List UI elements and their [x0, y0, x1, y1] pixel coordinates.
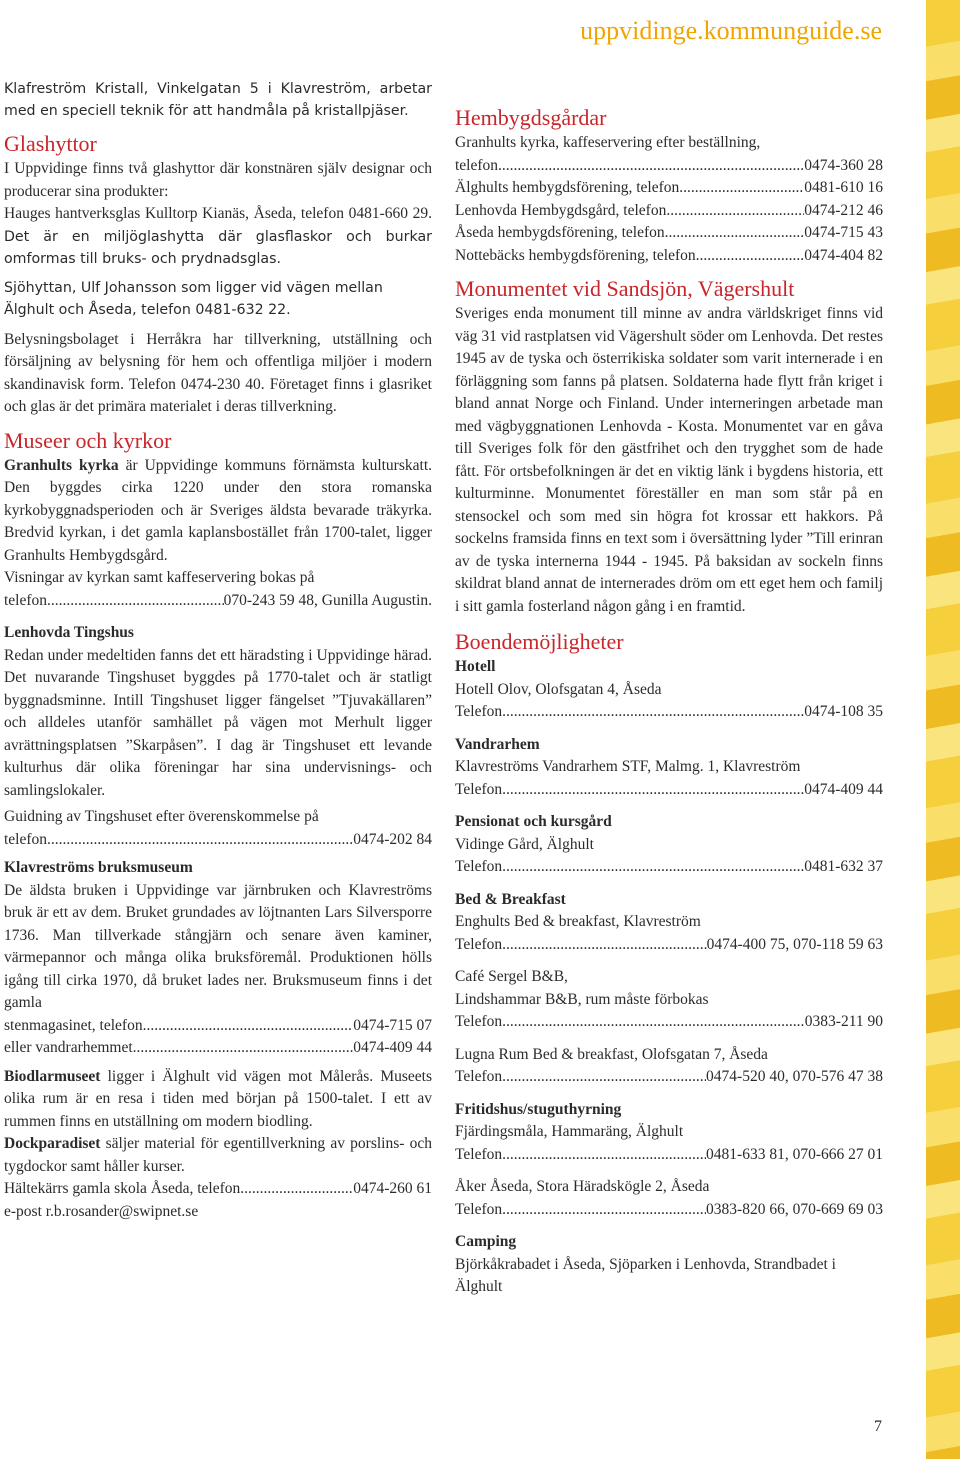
row-label: Telefon — [455, 935, 503, 953]
boende-entry — [455, 1176, 883, 1221]
row-value: 0474-400 75, 070-118 59 63 — [706, 935, 883, 953]
row-label: Lenhovda Hembygdsgård, telefon — [455, 201, 667, 219]
boende-entry — [455, 734, 883, 802]
hembygd-row — [455, 177, 883, 200]
row-label: telefon — [4, 830, 48, 848]
boende-entry — [455, 1044, 883, 1089]
row-value: 0474-212 46 — [804, 201, 883, 219]
tingshus-title: Lenhovda Tingshus — [4, 624, 134, 641]
biodlar-paragraph — [4, 1066, 432, 1134]
hauges-text: Hauges hantverksglas Kulltorp Kianäs, Åseda, telefon 0481-660 29. — [4, 205, 432, 222]
visningar-phone-row — [4, 590, 432, 613]
row-value: 0481-632 37 — [804, 858, 883, 875]
intro-paragraph: Klafreström Kristall, Vinkelgatan 5 i Klavreström, arbetar med en speciell teknik för att handmåla på kristallpjäser. — [4, 81, 432, 119]
row-label: Telefon — [455, 1013, 503, 1030]
boende-entry — [455, 1231, 883, 1299]
right-column — [455, 104, 883, 1309]
row-value: 0474-404 82 — [804, 246, 883, 264]
entry-line: Fjärdingsmåla, Hammaräng, Älghult — [455, 1123, 684, 1140]
dock-text: säljer material för egentillverkning av porslins- och tygdockor samt håller kurser. — [4, 1135, 432, 1175]
row-label: Åseda hembygdsförening, telefon. — [455, 224, 669, 241]
heading-boende: Boendemöjligheter — [455, 629, 624, 654]
row-value: 0474-715 43 — [804, 224, 883, 241]
leader-dots — [498, 155, 804, 178]
row-value: 0474-409 44 — [353, 1039, 432, 1056]
leader-dots — [502, 856, 804, 879]
row-value: 0474-202 84 — [353, 830, 432, 848]
leader-dots — [502, 779, 804, 802]
row-value: 0481-633 81, 070-666 27 01 — [706, 1145, 883, 1163]
leader-dots — [502, 1199, 706, 1222]
leader-dots — [133, 1037, 354, 1060]
visningar-text: Visningar av kyrkan samt kaffeservering bokas på — [4, 569, 315, 586]
entry-phone-row — [455, 779, 883, 802]
leader-dots — [700, 245, 805, 268]
row-label: Telefon — [455, 1068, 503, 1085]
entry-phone-row — [455, 1066, 883, 1089]
row-value: 0474-108 35 — [804, 703, 883, 720]
boende-entry — [455, 656, 883, 724]
bruksmuseum-title: Klavreströms bruksmuseum — [4, 859, 193, 876]
entry-line: Enghults Bed & breakfast, Klavreström — [455, 913, 701, 930]
email-text: e-post r.b.rosander@swipnet.se — [4, 1202, 199, 1220]
tingshus-phone-row — [4, 829, 432, 852]
bruksmuseum-text: De äldsta bruken i Uppvidinge var järnbruken och Klavreströms bruk är ett av dem. Bruket grundades av löjtnanten Lars Silversporre 1736. Man tillverkade stångjärn och senare även kaminer, värmepannor och många olika bruksföremål. Produktionen hölls igång till cirka 1970, då bruket lades ner. Bruksmuseum finns i det gamla — [4, 881, 432, 1011]
glashyttor-intro: I Uppvidinge finns två glashyttor där konstnären själv designar och producerar sina produkter: — [4, 160, 432, 200]
entry-phone-row — [455, 1144, 883, 1167]
entry-line: Åker Åseda, Stora Häradsköglе 2, Åseda — [455, 1178, 710, 1195]
boende-entry — [455, 1099, 883, 1167]
entry-subheading: Bed & Breakfast — [455, 890, 566, 908]
row-value: 0383-211 90 — [804, 1013, 883, 1030]
guidning-text: Guidning av Tingshuset efter överenskommelse på — [4, 808, 319, 825]
site-url: uppvidinge.kommunguide.se — [580, 16, 882, 45]
hauges-paragraph — [4, 203, 432, 271]
hembygd-row — [455, 155, 883, 178]
row-value: 0383-820 66, 070-669 69 03 — [706, 1200, 883, 1218]
entry-subheading: Pensionat och kursgård — [455, 813, 612, 830]
leader-dots — [502, 701, 804, 724]
entry-subheading: Fritidshus/stuguthyrning — [455, 1100, 622, 1118]
row-label: Telefon — [455, 780, 503, 798]
hembygd-line: Granhults kyrka, kaffeservering efter beställning, — [455, 134, 761, 151]
row-label: Telefon — [455, 1145, 503, 1163]
row-label: telefon — [4, 591, 48, 609]
heading-museer: Museer och kyrkor — [4, 427, 172, 453]
row-value: 0481-610 16 — [804, 179, 883, 196]
row-value: 0474-715 07 — [353, 1016, 432, 1034]
hauges-desc: Det är en miljöglashytta där glasflaskor och burkar omformas till bruks- och prydnadsglas. — [4, 228, 432, 267]
tingshus-text: Redan under medeltiden fanns det ett häradsting i Uppvidinge härad. Det nuvarande Tingshuset byggdes på 1770-talet och är statligt byggnadsminne. Intill Tingshuset ligger fängelset ”Tjuvakällaren” och alldeles utanför samhället på vägen mot Merhult ligger avrättningsplatsen ”Skarpåsen”. I dag är Tingshuset ett levande kulturhus där olika föreningar har sina undervisnings- och samlingslokaler. — [4, 646, 432, 799]
hembygd-row — [455, 245, 883, 268]
row-label: telefon — [455, 156, 499, 174]
left-column — [4, 78, 432, 1223]
dock-bold: Dockparadiset — [4, 1135, 101, 1152]
boende-entry — [455, 966, 883, 1034]
sjohyttan-paragraph: Sjöhyttan, Ulf Johansson som ligger vid vägen mellan Älghult och Åseda, telefon 0481-632 22. — [4, 279, 383, 318]
granhults-bold: Granhults kyrka — [4, 456, 119, 474]
leader-dots — [679, 177, 804, 200]
granhults-paragraph — [4, 455, 432, 568]
leader-dots — [47, 590, 224, 613]
heading-glashyttor: Glashyttor — [4, 131, 97, 156]
row-label: eller vandrarhemmet — [4, 1039, 133, 1056]
entry-phone-row — [455, 1011, 883, 1034]
entry-phone-row — [455, 934, 883, 957]
row-value: 0474-520 40, 070-576 47 38 — [706, 1068, 883, 1085]
entry-line: Café Sergel B&B, — [455, 968, 568, 985]
row-value: 0474-360 28 — [804, 156, 883, 174]
monument-text: Sveriges enda monument till minne av andra världskriget finns vid väg 31 vid rastplatsen vid Vägershult söder om Lenhovda. Det restes 1945 av de tyska och österrikiska soldater som varit internerade i en förläggning som fanns på platsen. Soldaterna hade flytt från kriget i bland annat Norge och Finland. Under interneringen arbetade man med vägbyggnationen Lenhovda - Kosta. Monumentet var en gåva till Sveriges folk för den gästfrihet och den trygghet som de hade fått. För ortsbefolkningen är det en viktig länk i bygdens historia, ett kulturminne. Monumentet föreställer en man som står på en stensockel och som med sin högra fot krossar ett hakkors. På sockelns framsida finns en text som i översättning lyder ”Till erinran av de tyska internerna 1944 - 1945. På baksidan av sockeln finns skildrat bland annat de internerades dröm om ett eget hem och familj i sitt gamla fosterland någon gång i en framtid. — [455, 305, 883, 615]
leader-dots — [240, 1178, 353, 1201]
page-number: 7 — [874, 1418, 882, 1435]
entry-phone-row — [455, 701, 883, 724]
granhults-text: är Uppvidinge kommuns förnämsta kulturskatt. Den byggdes cirka 1220 under den stora romanska kyrkobyggnadsperioden och är Sveriges äldsta bevarade träkyrka. Bredvid kyrkan, i det gamla kaplansbostället från 1700-talet, ligger Granhults Hembygdsgård. — [4, 456, 432, 564]
leader-dots — [669, 222, 805, 245]
hembygd-row — [455, 222, 883, 245]
row-label: stenmagasinet, telefon — [4, 1016, 143, 1034]
entry-line: Hotell Olov, Olofsgatan 4, Åseda — [455, 680, 662, 698]
entry-phone-row — [455, 1199, 883, 1222]
row-value: 0474-409 44 — [804, 780, 883, 798]
belysning-paragraph: Belysningsbolaget i Herråkra har tillverkning, utställning och försäljning av belysning för hem och offentliga miljöer i modern skandinavisk form. Telefon 0474-230 40. Företaget finns i glasriket och glas är det primära materialet i deras tillverkning. — [4, 330, 432, 415]
leader-dots — [143, 1015, 354, 1038]
leader-dots — [502, 1144, 706, 1167]
entry-subheading: Vandrarhem — [455, 735, 540, 753]
boende-entry — [455, 811, 883, 879]
leader-dots — [502, 1011, 805, 1034]
entry-line: Lindshammar B&B, rum måste förbokas — [455, 990, 709, 1008]
bruksmuseum-phone-row-1 — [4, 1015, 432, 1038]
row-value: 0474-260 61 — [353, 1180, 432, 1197]
row-label: Telefon — [455, 858, 503, 875]
biodlar-bold: Biodlarmuseet — [4, 1067, 101, 1085]
entry-line: Vidinge Gård, Älghult — [455, 835, 594, 853]
entry-phone-row — [455, 856, 883, 879]
heading-monument: Monumentet vid Sandsjön, Vägershult — [455, 276, 795, 301]
dock-paragraph — [4, 1133, 432, 1178]
row-label: Hältekärrs gamla skola Åseda, telefon — [4, 1180, 241, 1197]
decorative-side-strip — [926, 0, 960, 1459]
haltekarr-row — [4, 1178, 432, 1201]
row-label: Nottebäcks hembygdsförening, telefon. — [455, 246, 700, 264]
entry-subheading: Hotell — [455, 658, 496, 675]
hembygd-rows — [455, 155, 883, 268]
leader-dots — [47, 829, 353, 852]
boende-entry — [455, 889, 883, 957]
leader-dots — [502, 1066, 706, 1089]
entry-line: Klavreströms Vandrarhem STF, Malmg. 1, Klavreström — [455, 758, 801, 775]
leader-dots — [502, 934, 707, 957]
hembygd-row — [455, 200, 883, 223]
row-label: Telefon — [455, 703, 503, 720]
entry-subheading: Camping — [455, 1233, 517, 1250]
row-label: Telefon — [455, 1200, 503, 1218]
bruksmuseum-phone-row-2 — [4, 1037, 432, 1060]
row-value: 070-243 59 48, Gunilla Augustin. — [223, 591, 432, 609]
entry-line: Lugna Rum Bed & breakfast, Olofsgatan 7, Åseda — [455, 1045, 768, 1063]
boende-entries — [455, 656, 883, 1299]
heading-hembygd: Hembygdsgårdar — [455, 105, 607, 130]
leader-dots — [666, 200, 804, 223]
row-label: Älghults hembygdsförening, telefon — [455, 179, 680, 196]
biodlar-text: ligger i Älghult vid vägen mot Målerås. Museets olika rum är en resa i tiden med början på 1500-talet. I ett av rummen finns en utställning om modern biodling. — [4, 1067, 432, 1130]
entry-line: Björkåkrabadet i Åseda, Sjöparken i Lenhovda, Strandbadet i Älghult — [455, 1255, 836, 1295]
